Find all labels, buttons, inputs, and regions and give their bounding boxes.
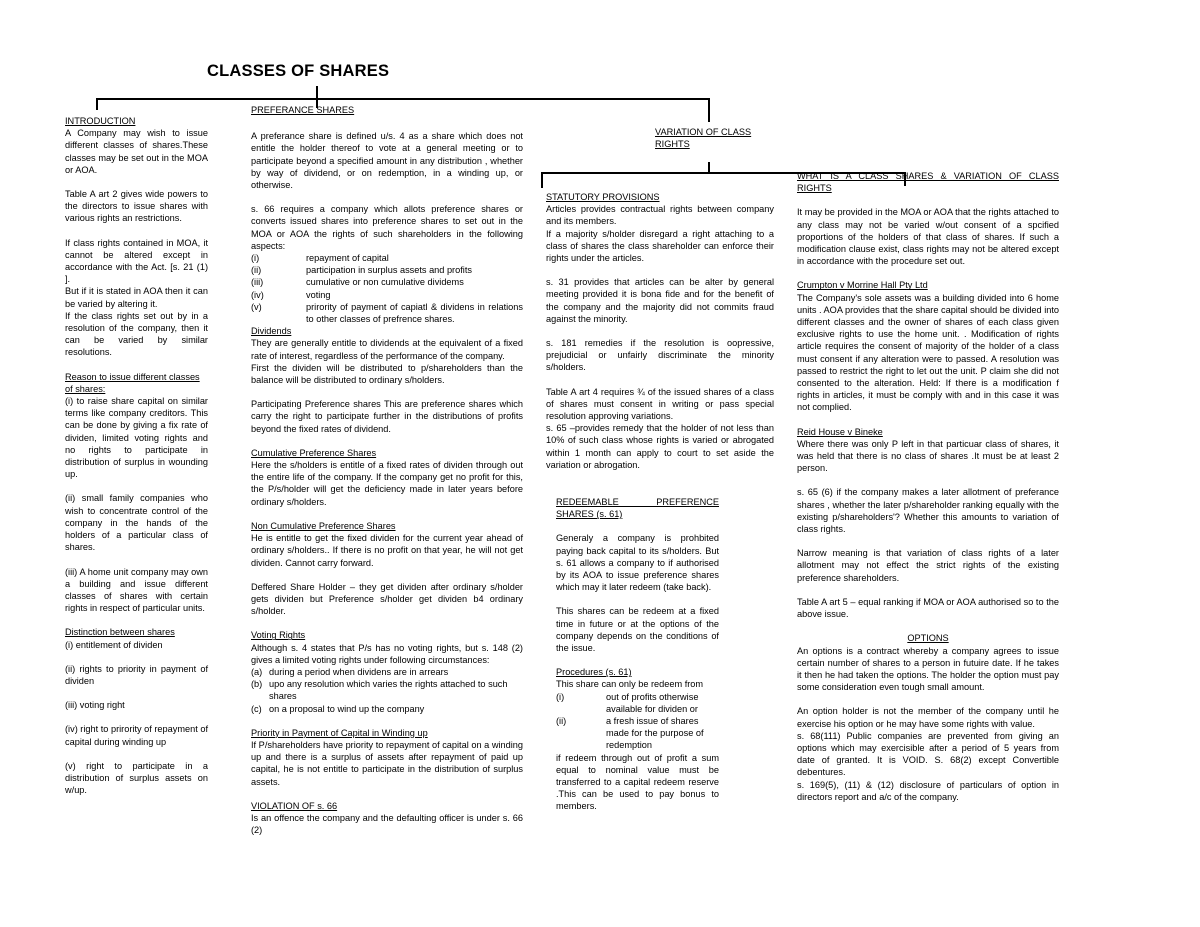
procedures-redeem-paragraph: if redeem through out of profit a sum equal to nominal value must be transferred to a capital redeem reserve .This can be used to pay bonus to members.: [556, 752, 719, 812]
narrow-meaning-paragraph: Narrow meaning is that variation of class rights of a later allotment may not effect the strict rights of the existing preference shareholders.: [797, 548, 1059, 583]
intro-table-a-paragraph: Table A art 2 gives wide powers to the directors to issue shares with various rights an restrictions.: [65, 189, 208, 224]
intro-column: [65, 115, 208, 808]
what-heading: WHAT IS A CLASS SHARES & VARIATION OF CLASS RIGHTS: [797, 171, 1059, 194]
aspect-item: (i) repayment of capital: [251, 253, 389, 264]
aspect-item: (iii) cumulative or non cumulative dividems: [251, 277, 464, 288]
voting-list: [251, 666, 523, 715]
variation-heading-box: [655, 126, 780, 150]
s65-6-paragraph: s. 65 (6) if the company makes a later allotment of preferance shares , whether the later p/shareholder ranking equally with the existing p/shareholders'? Whether this amounts to variation of class rights.: [797, 487, 1059, 535]
procedures-heading: Procedures (s. 61): [556, 667, 632, 678]
distinction-item: (ii) rights to priority in payment of dividen: [65, 663, 208, 686]
reid-house-case-heading: Reid House v Bineke: [797, 426, 883, 437]
intro-drop-line: [96, 98, 98, 110]
intro-aoa-paragraph: But if it is stated in AOA then it can be varied by altering it.: [65, 286, 208, 309]
reason-heading: Reason to issue different classes of shares:: [65, 371, 200, 394]
procedures-list: [556, 691, 719, 752]
crumpton-case-paragraph: The Company's sole assets was a building divided into 6 home units . AOA provides that the share capital should be divided into different classes and the owner of shares of each class given exclusive rights to use the home unit. . Modification of rights article requires the consent of majority of the holder of a class must consent if any alteration were to passed. A resolution was passed to restrict the right to let out the unit. P claim she did not consented to the alteration. Held: If there is a modification f rights in articles, it must be comply with and in this case it was not complied.: [797, 292, 1060, 413]
table-a-art4-paragraph: Table A art 4 requires ¾ of the issued shares of a class of shares must consent in writing or pass special resolution approving variations.: [546, 386, 774, 422]
variation-column: [797, 170, 1059, 803]
s65-remedy-paragraph: s. 65 –provides remedy that the holder of not less than 10% of such class whose rights is varied or abrogated within 1 month can apply to court to set aside the variation or abrogation.: [546, 423, 774, 470]
variation-heading: VARIATION OF CLASS RIGHTS: [655, 127, 752, 150]
non-cumulative-paragraph: He is entitle to get the fixed dividen for the current year ahead of ordinary s/holders.. If there is no profit on that year, he will not get dividen. Cannot carry forward.: [251, 533, 523, 568]
dividends-order-paragraph: First the dividen will be distributed to p/shareholders than the balance will be distributed to ordinary s/holders.: [251, 362, 523, 386]
crumpton-case-heading: Crumpton v Morrine Hall Pty Ltd: [797, 280, 928, 291]
statutory-column: [546, 191, 774, 483]
preference-definition: A preferance share is defined u/s. 4 as a share which does not entitle the holder thereof to vote at a general meeting or to participate beyond a specified amount in any distribution , whether by way of dividend, or on redemption, in a winding up, or otherwise.: [251, 131, 523, 191]
intro-moa-paragraph: If class rights contained in MOA, it cannot be altered except in accordance with the Act. [s. 21 (1) ].: [65, 237, 208, 285]
statutory-majority-paragraph: If a majority s/holder disregard a right attaching to a class of shares the class shareholder can enforce their rights under the articles.: [546, 228, 774, 264]
priority-paragraph: If P/shareholders have priority to repayment of capital on a winding up and there is a surplus of assets after repayment of paid up capital, he is not entitle to participate in the distribution of surplus assets.: [251, 739, 523, 787]
s66-paragraph: s. 66 requires a company which allots preference shares or converts issued shares into preference shares to set out in the MOA or AOA the rights of such shareholders in the following aspects:: [251, 204, 523, 251]
violation-heading: VIOLATION OF s. 66: [251, 800, 338, 811]
aspect-item: (ii) participation in surplus assets and profits: [251, 265, 472, 276]
distinction-item: (iv) right to prirority of repayment of capital during winding up: [65, 724, 208, 747]
page-title: CLASSES OF SHARES: [207, 62, 390, 80]
reason-item: (iii) A home unit company may own a building and issue different classes of shares with certain rights in respect of particular units.: [65, 566, 208, 614]
preference-column: [251, 104, 523, 836]
cumulative-heading: Cumulative Preference Shares: [251, 447, 377, 458]
intro-paragraph: A Company may wish to issue different classes of shares.These classes may be set out in the MOA or AOA.: [65, 128, 208, 175]
distinction-item: (i) entitlement of dividen: [65, 639, 163, 650]
variation-drop-line: [708, 98, 710, 122]
s68-paragraph: s. 68(111) Public companies are prevented from giving an options which may exercisible after a period of 5 years from date of granted. It is VOID. S. 68(2) except Convertible debentures.: [797, 730, 1059, 778]
intro-heading: INTRODUCTION: [65, 116, 136, 126]
deferred-paragraph: Deffered Share Holder – they get dividen after ordinary s/holder gets dividen but Preference s/holder get dividen b4 ordinary s/holder.: [251, 581, 523, 617]
reason-item: (i) to raise share capital on similar terms like company creditors. This can be done by giving a fix rate of dividen, limited voting rights and no rights to participate in distribution of surplus in wounding up.: [65, 396, 208, 480]
distinction-item: (v) right to participate in a distribution of surplus assets on w/up.: [65, 760, 208, 796]
distinction-heading: Distinction between shares: [65, 627, 175, 638]
procedures-paragraph: This share can only be redeem from: [556, 679, 704, 690]
voting-item: (a) during a period when dividens are in arrears: [251, 666, 449, 677]
voting-heading: Voting Rights: [251, 630, 306, 641]
statutory-paragraph: Articles provides contractual rights between company and its members.: [546, 204, 774, 227]
aspect-list: [251, 252, 523, 325]
preference-heading: PREFERANCE SHARES: [251, 105, 355, 115]
s169-paragraph: s. 169(5), (11) & (12) disclosure of particulars of option in directors report and a/c of the company.: [797, 779, 1059, 802]
violation-paragraph: Is an offence the company and the defaulting officer is under s. 66 (2): [251, 812, 523, 836]
dividends-heading: Dividends: [251, 326, 292, 337]
cumulative-paragraph: Here the s/holders is entitle of a fixed rates of dividen through out the entire life of the company. If the company get no profit for this, the P/s/holder will get the deficiency made in later years before ordinary s/holders.: [251, 460, 523, 507]
reid-house-case-paragraph: Where there was only P left in that particuar class of shares, it was held that there is no class of shares .It must be at least 2 person.: [797, 438, 1059, 474]
main-branch-line: [96, 98, 710, 100]
redeemable-heading: REDEEMABLE PREFERENCE SHARES (s. 61): [556, 497, 719, 520]
voting-item: (c) on a proposal to wind up the company: [251, 703, 425, 714]
dividends-paragraph: They are generally entitle to dividends at the equivalent of a fixed rate of interest, regardless of the performance of the company.: [251, 338, 523, 361]
aspect-item: (v) prirority of payment of capiatl & dividens in relations to other classes of prefrence shares.: [251, 301, 523, 325]
redeemable-paragraph: Generaly a company is prohbited paying back capital to its s/holders. But s. 61 allows a company to if authorised by its AOA to issue preference shares which may it later redeem (take back).: [556, 533, 719, 593]
statutory-heading: STATUTORY PROVISIONS: [546, 192, 660, 202]
s181-paragraph: s. 181 remedies if the resolution is oopressive, prejudicial or unfairly discriminate the minority s/holders.: [546, 338, 774, 373]
table-a-art5-paragraph: Table A art 5 – equal ranking if MOA or AOA authorised so to the above issue.: [797, 596, 1059, 620]
options-paragraph: An options is a contract whereby a company agrees to issue certain number of shares to a person in futuire date. If he takes it then he had taken the options. The holder the option must pay some consideration even tough small amount.: [797, 645, 1059, 693]
s31-paragraph: s. 31 provides that articles can be alter by general meeting provided it is bona fide and for the benefit of the company and the majority did not commits fraud against the minority.: [546, 277, 774, 324]
non-cumulative-heading: Non Cumulative Preference Shares: [251, 520, 396, 531]
intro-resolution-paragraph: If the class rights set out by in a resolution of the company, then it can be varied by similar resolutions.: [65, 310, 208, 358]
reason-item: (ii) small family companies who wish to concentrate control of the company in the hands of the holders of a particular class of shares.: [65, 493, 208, 553]
redeemable-column: [556, 496, 719, 813]
variation-paragraph: It may be provided in the MOA or AOA that the rights attached to any class may not be varied w/out consent of a spcified proportions of the holders of that class of shares. If such a modification clause exist, class rights may not be altered except in accordance with the procedure set out.: [797, 207, 1059, 267]
voting-paragraph: Although s. 4 states that P/s has no voting rights, but s. 148 (2) gives a limited voting rights under following circumstances:: [251, 642, 523, 665]
aspect-item: (iv) voting: [251, 289, 331, 300]
redeemable-timing-paragraph: This shares can be redeem at a fixed time in future or at the options of the company depends on the conditions of the issue.: [556, 606, 719, 654]
variation-stem: [708, 162, 710, 172]
statutory-drop-line: [541, 172, 543, 188]
procedures-item: (i) out of profits otherwise available for dividen or: [556, 691, 699, 714]
option-holder-paragraph: An option holder is not the member of the company until he exercise his option or he may have some rights with value.: [797, 706, 1059, 729]
options-heading: OPTIONS: [907, 633, 949, 644]
distinction-item: (iii) voting right: [65, 700, 125, 711]
priority-heading: Priority in Payment of Capital in Winding up: [251, 727, 428, 738]
procedures-item: (ii) a fresh issue of shares made for the purpose of redemption: [556, 716, 704, 751]
participating-paragraph: Participating Preference shares This are preference shares which carry the right to participate further in the distributions of profits beyond the fixed rates of dividend.: [251, 399, 523, 434]
voting-item: (b) upo any resolution which varies the rights attached to such shares: [251, 679, 508, 702]
